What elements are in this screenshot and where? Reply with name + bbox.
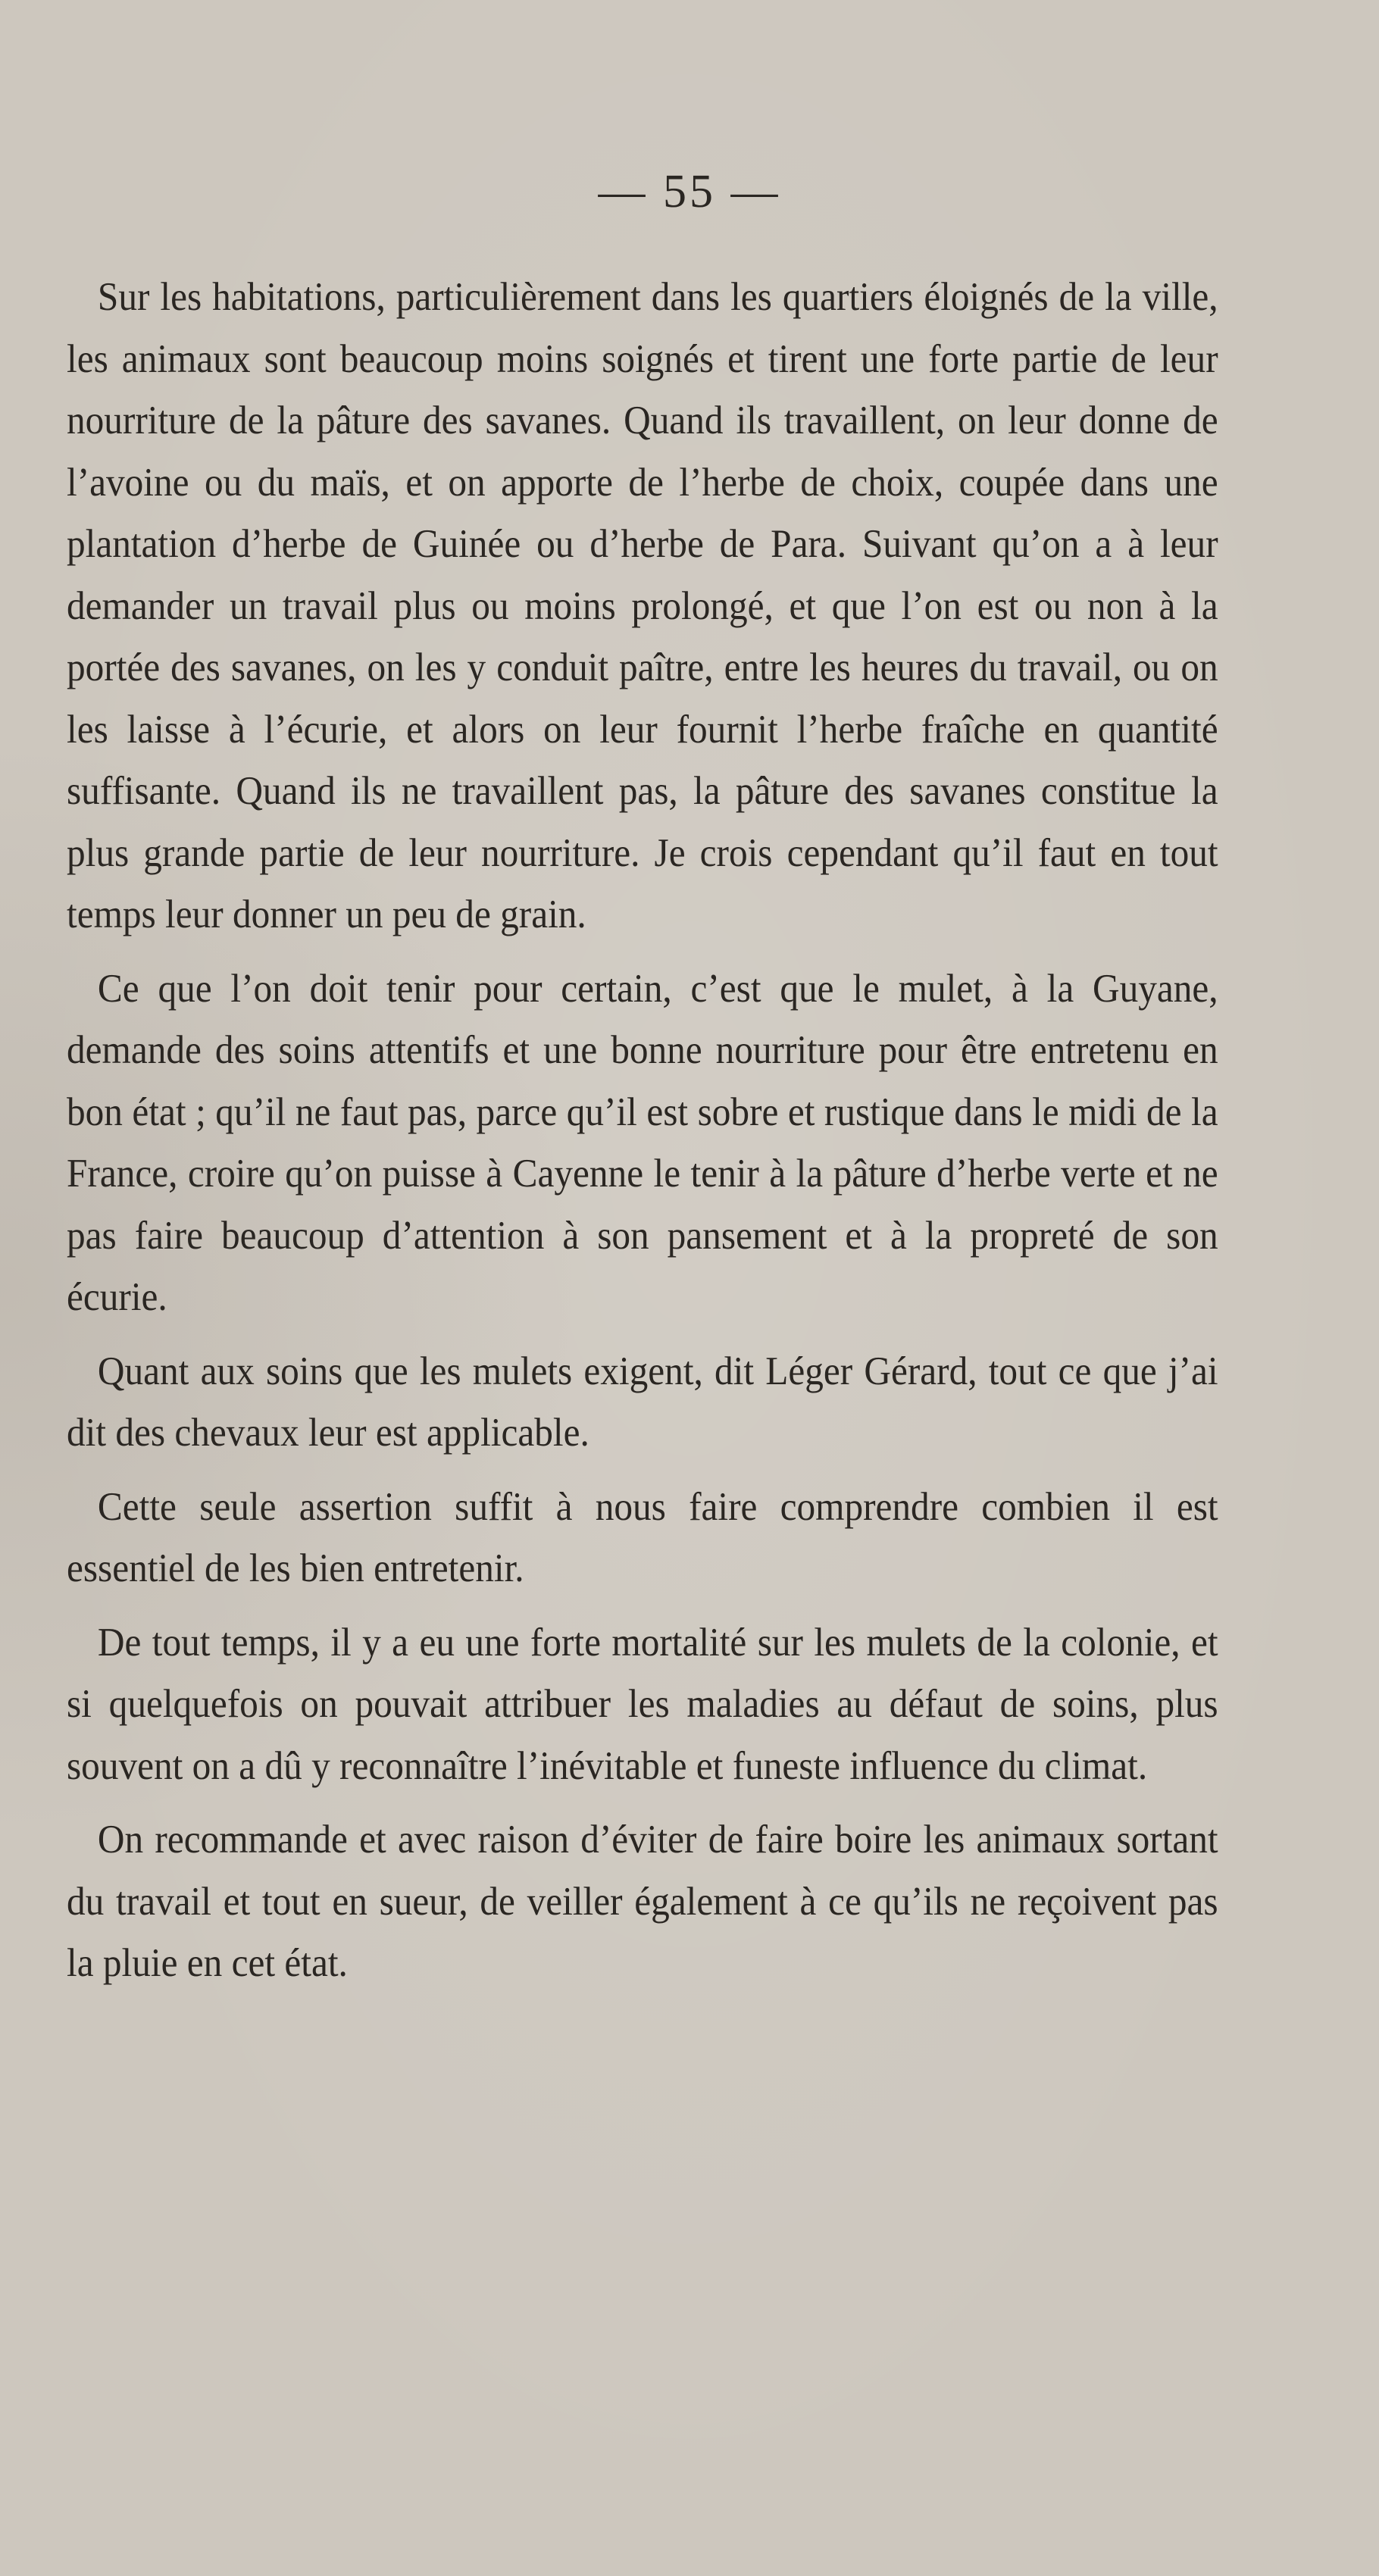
paragraph-6: On recommande et avec raison d’éviter de faire boire les animaux sortant du travail et tout en sueur, de veiller également à ce qu’ils ne reçoivent pas la pluie en cet état. [67,1818,1218,1985]
paragraph-3: Quant aux soins que les mulets exigent, dit Léger Gérard, tout ce que j’ai dit des chevaux leur est applicable. [67,1349,1218,1455]
paragraph-5: De tout temps, il y a eu une forte mortalité sur les mulets de la colonie, et si quelquefois on pouvait attribuer les maladies au défaut de soins, plus souvent on a dû y reconnaître l’inévitable et funeste influence du climat. [67,1620,1218,1788]
paragraph-2: Ce que l’on doit tenir pour certain, c’est que le mulet, à la Guyane, demande des soins attentifs et une bonne nourriture pour être entretenu en bon état ; qu’il ne faut pas, parce qu’il est sobre et rustique dans le midi de la France, croire qu’on puisse à Cayenne le tenir à la pâture d’herbe verte et ne pas faire beaucoup d’attention à son pansement et à la propreté de son écurie. [67,966,1218,1319]
paragraph-1: Sur les habitations, particulièrement dans les quartiers éloignés de la ville, les animaux sont beaucoup moins soignés et tirent une forte partie de leur nourriture de la pâture des savanes. Quand ils travaillent, on leur donne de l’avoine ou du maïs, et on apporte de l’herbe de choix, coupée dans une plantation d’herbe de Guinée ou d’herbe de Para. Suivant qu’on a à leur demander un travail plus ou moins prolongé, et que l’on est ou non à la portée des savanes, on les y conduit paître, entre les heures du travail, ou on les laisse à l’écurie, et alors on leur fournit l’herbe fraîche en quantité suffisante. Quand ils ne travaillent pas, la pâture des savanes constitue la plus grande partie de leur nourriture. Je crois cependant qu’il faut en tout temps leur donner un peu de grain. [67,275,1218,936]
paragraph-4: Cette seule assertion suffit à nous faire comprendre combien il est essentiel de les bien entretenir. [67,1484,1218,1590]
body-text [67,267,1218,2007]
page-number: — 55 — [598,166,781,217]
